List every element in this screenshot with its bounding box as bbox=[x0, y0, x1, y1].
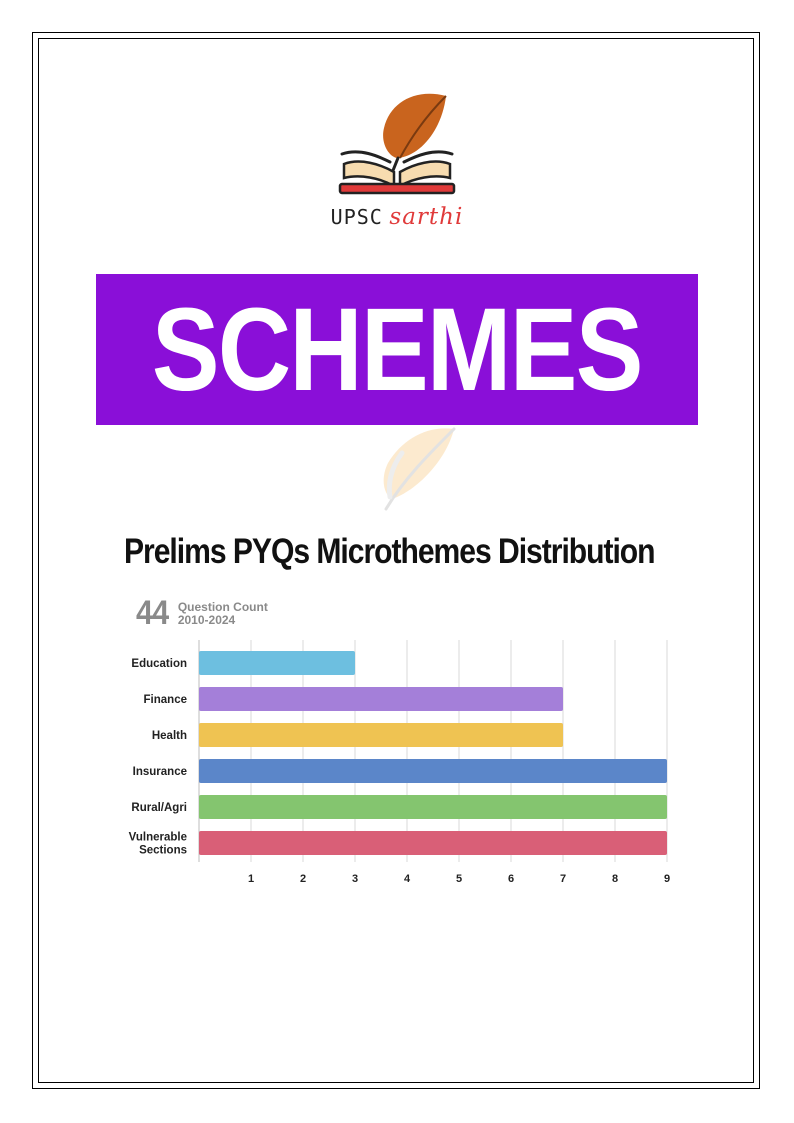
bar-insurance bbox=[199, 759, 667, 783]
bar-health bbox=[199, 723, 563, 747]
x-tick-label: 1 bbox=[247, 873, 255, 885]
x-tick-label: 4 bbox=[403, 873, 411, 885]
brand-name-sarthi: sarthi bbox=[389, 204, 464, 230]
category-label: Rural/Agri bbox=[131, 802, 187, 814]
category-label: Vulnerable Sections bbox=[128, 831, 187, 857]
x-tick-label: 5 bbox=[455, 873, 463, 885]
question-count-period: 2010-2024 bbox=[177, 612, 236, 627]
category-label: Finance bbox=[143, 694, 187, 706]
chart-title: Prelims PYQs Microthemes Distribution bbox=[124, 532, 655, 571]
bar-rural-agri bbox=[199, 795, 667, 819]
x-tick-label: 6 bbox=[507, 873, 515, 885]
bar-finance bbox=[199, 687, 563, 711]
brand-name-upsc: UPSC bbox=[330, 205, 383, 229]
x-tick-label: 7 bbox=[559, 873, 567, 885]
banner-title: SCHEMES bbox=[152, 283, 642, 416]
category-label: Education bbox=[131, 658, 187, 670]
bar-vulnerable-sections bbox=[199, 831, 667, 855]
x-tick-label: 3 bbox=[351, 873, 359, 885]
question-count-label: Question Count bbox=[177, 599, 268, 614]
category-label: Health bbox=[151, 730, 187, 742]
x-tick-label: 2 bbox=[299, 873, 307, 885]
x-tick-label: 9 bbox=[663, 873, 671, 885]
x-tick-label: 8 bbox=[611, 873, 619, 885]
category-label: Insurance bbox=[132, 766, 187, 778]
bar-education bbox=[199, 651, 355, 675]
question-count-number: 44 bbox=[136, 594, 169, 632]
